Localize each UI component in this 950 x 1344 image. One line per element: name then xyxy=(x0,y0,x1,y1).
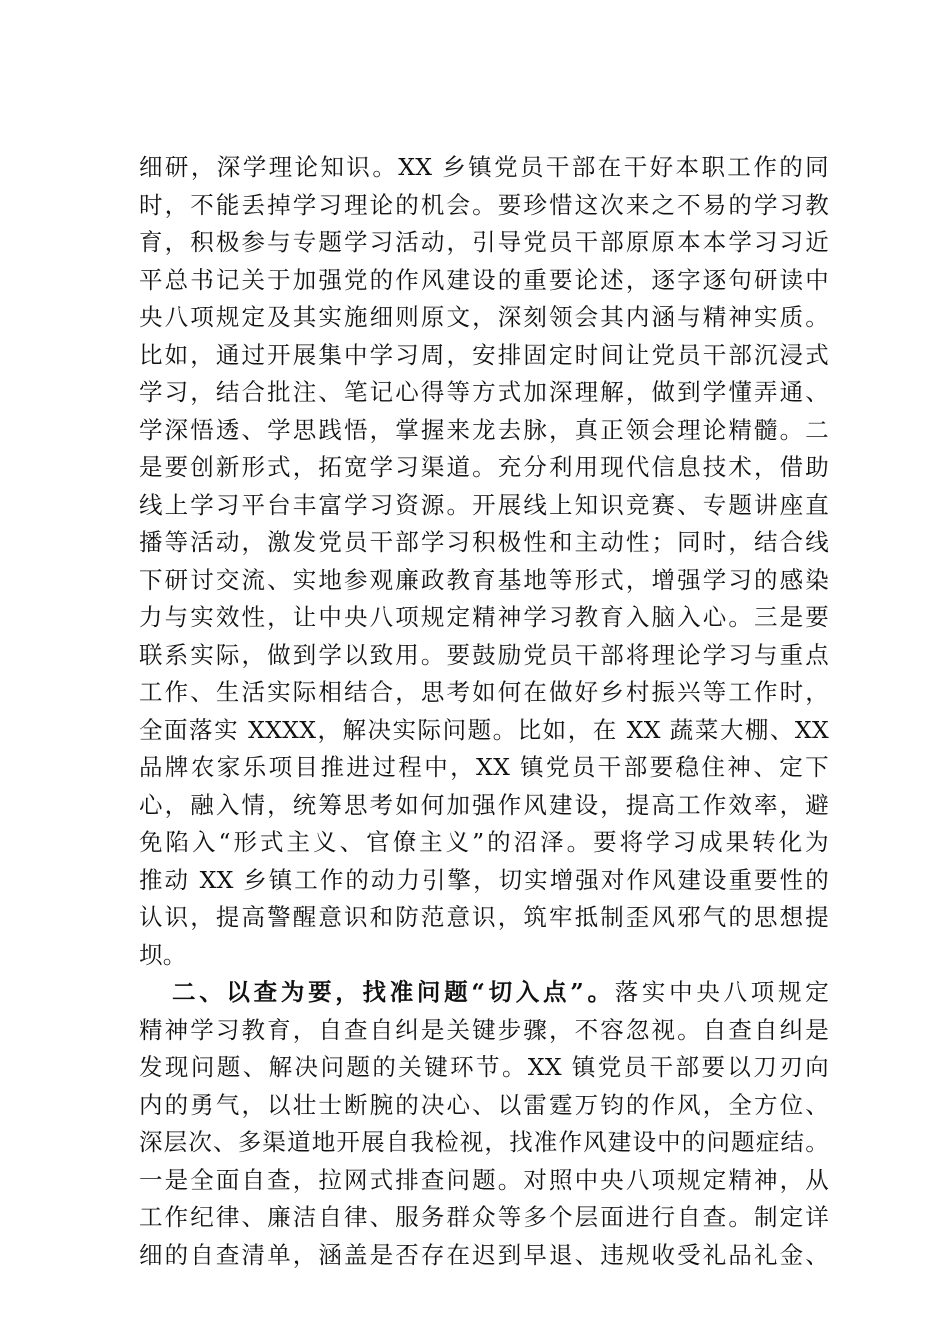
paragraph-self-inspection xyxy=(139,974,829,1274)
text-line: 内的勇气，以壮士断腕的决心、以雷霆万钧的作风，全方位、 xyxy=(139,1090,829,1119)
text-line: 工作、生活实际相结合，思考如何在做好乡村振兴等工作时， xyxy=(139,678,829,706)
text-line: 认识，提高警醒意识和防范意识，筑牢抵制歪风邪气的思想提 xyxy=(139,903,829,931)
text-line: 平总书记关于加强党的作风建设的重要论述，逐字逐句研读中 xyxy=(139,265,829,294)
text-line: 下研讨交流、实地参观廉政教育基地等形式，增强学习的感染 xyxy=(139,565,829,594)
text-line: 央八项规定及其实施细则原文，深刻领会其内涵与精神实质。 xyxy=(139,303,829,331)
text-line: 细的自查清单，涵盖是否存在迟到早退、违规收受礼品礼金、 xyxy=(139,1240,829,1269)
text-line: 播等活动，激发党员干部学习积极性和主动性；同时，结合线 xyxy=(139,528,829,556)
text-line: 细研，深学理论知识。XX 乡镇党员干部在干好本职工作的同 xyxy=(139,153,829,181)
text-line: 联系实际，做到学以致用。要鼓励党员干部将理论学习与重点 xyxy=(139,640,829,669)
document-body xyxy=(139,149,829,1274)
section-heading-line xyxy=(139,974,829,1012)
text-line: 一是全面自查，拉网式排查问题。对照中央八项规定精神，从 xyxy=(139,1165,829,1194)
text-line: 深层次、多渠道地开展自我检视，找准作风建设中的问题症结。 xyxy=(139,1128,829,1156)
text-line: 比如，通过开展集中学习周，安排固定时间让党员干部沉浸式 xyxy=(139,340,829,369)
text-line: 全面落实 XXXX，解决实际问题。比如，在 XX 蔬菜大棚、XX xyxy=(139,715,829,744)
text-line: 品牌农家乐项目推进过程中，XX 镇党员干部要稳住神、定下 xyxy=(139,753,829,781)
text-line: 免陷入“形式主义、官僚主义”的沼泽。要将学习成果转化为 xyxy=(139,828,829,856)
text-line: 育，积极参与专题学习活动，引导党员干部原原本本学习习近 xyxy=(139,228,829,256)
section-heading: 二、以查为要，找准问题“切入点”。 xyxy=(172,978,615,1006)
text-line: 心，融入情，统筹思考如何加强作风建设，提高工作效率，避 xyxy=(139,790,829,819)
text-line: 工作纪律、廉洁自律、服务群众等多个层面进行自查。制定详 xyxy=(139,1203,829,1231)
text-line: 线上学习平台丰富学习资源。开展线上知识竞赛、专题讲座直 xyxy=(139,490,829,519)
text-line: 坝。 xyxy=(139,940,187,969)
text-line: 推动 XX 乡镇工作的动力引擎，切实增强对作风建设重要性的 xyxy=(139,865,829,894)
text-line: 学习，结合批注、笔记心得等方式加深理解，做到学懂弄通、 xyxy=(139,378,829,406)
paragraph-study-theory xyxy=(139,149,829,974)
text-line: 发现问题、解决问题的关键环节。XX 镇党员干部要以刀刃向 xyxy=(139,1053,829,1081)
text-line: 力与实效性，让中央八项规定精神学习教育入脑入心。三是要 xyxy=(139,603,829,631)
text-line: 精神学习教育，自查自纠是关键步骤，不容忽视。自查自纠是 xyxy=(139,1015,829,1044)
text-line: 学深悟透、学思践悟，掌握来龙去脉，真正领会理论精髓。二 xyxy=(139,415,829,444)
heading-line-rest: 落实中央八项规定 xyxy=(614,978,829,1006)
text-line: 时，不能丢掉学习理论的机会。要珍惜这次来之不易的学习教 xyxy=(139,190,829,219)
text-line: 是要创新形式，拓宽学习渠道。充分利用现代信息技术，借助 xyxy=(139,453,829,481)
